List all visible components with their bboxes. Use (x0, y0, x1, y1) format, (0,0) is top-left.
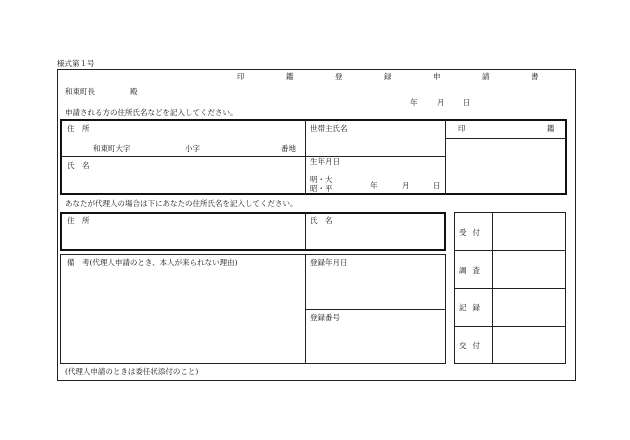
birthdate-label: 生年月日 (310, 157, 340, 166)
stamp-label-record: 記録 (459, 303, 486, 312)
stamp-label-issue: 交付 (459, 341, 486, 350)
birth-day-label[interactable]: 日 (433, 181, 441, 190)
date-day-label[interactable]: 日 (463, 98, 471, 107)
district-1-label: 和東町大字 (93, 144, 131, 153)
householder-label: 世帯主氏名 (310, 124, 348, 133)
honorific: 殿 (130, 87, 138, 96)
stamp-label-receipt: 受付 (459, 228, 486, 237)
applicant-address-label: 住 所 (67, 124, 90, 133)
registration-date-field[interactable] (307, 268, 444, 308)
proxy-instruction: あなたが代理人の場合は下にあなたの住所氏名を記入してください。 (65, 199, 298, 208)
proxy-address-field[interactable] (62, 226, 304, 249)
seal-label-right: 鑑 (547, 124, 555, 133)
form-title: 印 鑑 登 録 申 請 書 (237, 72, 556, 81)
proxy-address-label: 住 所 (67, 216, 90, 225)
form-number: 様式第１号 (57, 59, 95, 68)
remarks-field[interactable] (62, 270, 303, 362)
lot-label: 番地 (281, 144, 296, 153)
applicant-name-field[interactable] (62, 170, 304, 193)
applicant-instruction: 申請される方の住所氏名などを記入してください。 (65, 108, 238, 117)
stamp-cell-issue[interactable] (494, 328, 565, 363)
birth-year-label[interactable]: 年 (370, 181, 378, 190)
registration-number-field[interactable] (307, 323, 444, 363)
stamp-cell-receipt[interactable] (494, 214, 565, 249)
applicant-address-field[interactable] (62, 134, 304, 155)
stamp-label-investigation: 調査 (459, 266, 486, 275)
householder-name-field[interactable] (307, 134, 444, 155)
era-option-meiji-taisho[interactable]: 明・大 (310, 175, 333, 184)
registration-number-label: 登録番号 (310, 313, 340, 322)
stamp-cell-record[interactable] (494, 290, 565, 325)
date-month-label[interactable]: 月 (437, 98, 445, 107)
footer-note: (代理人申請のときは委任状添付のこと) (65, 367, 199, 376)
date-year-label[interactable]: 年 (410, 98, 418, 107)
birth-month-label[interactable]: 月 (402, 181, 410, 190)
proxy-name-label: 氏 名 (310, 216, 333, 225)
stamp-cell-investigation[interactable] (494, 252, 565, 287)
applicant-name-label: 氏 名 (67, 161, 90, 170)
seal-label-left: 印 (458, 124, 466, 133)
district-2-label: 小字 (185, 144, 200, 153)
remarks-label: 備 考(代理人申請のとき、本人が来られない理由) (67, 258, 238, 267)
seal-impression-area[interactable] (447, 140, 565, 193)
addressee: 和東町長 (65, 87, 95, 96)
proxy-name-field[interactable] (307, 226, 444, 249)
era-option-showa-heisei[interactable]: 昭・平 (310, 184, 333, 193)
registration-date-label: 登録年月日 (310, 258, 348, 267)
